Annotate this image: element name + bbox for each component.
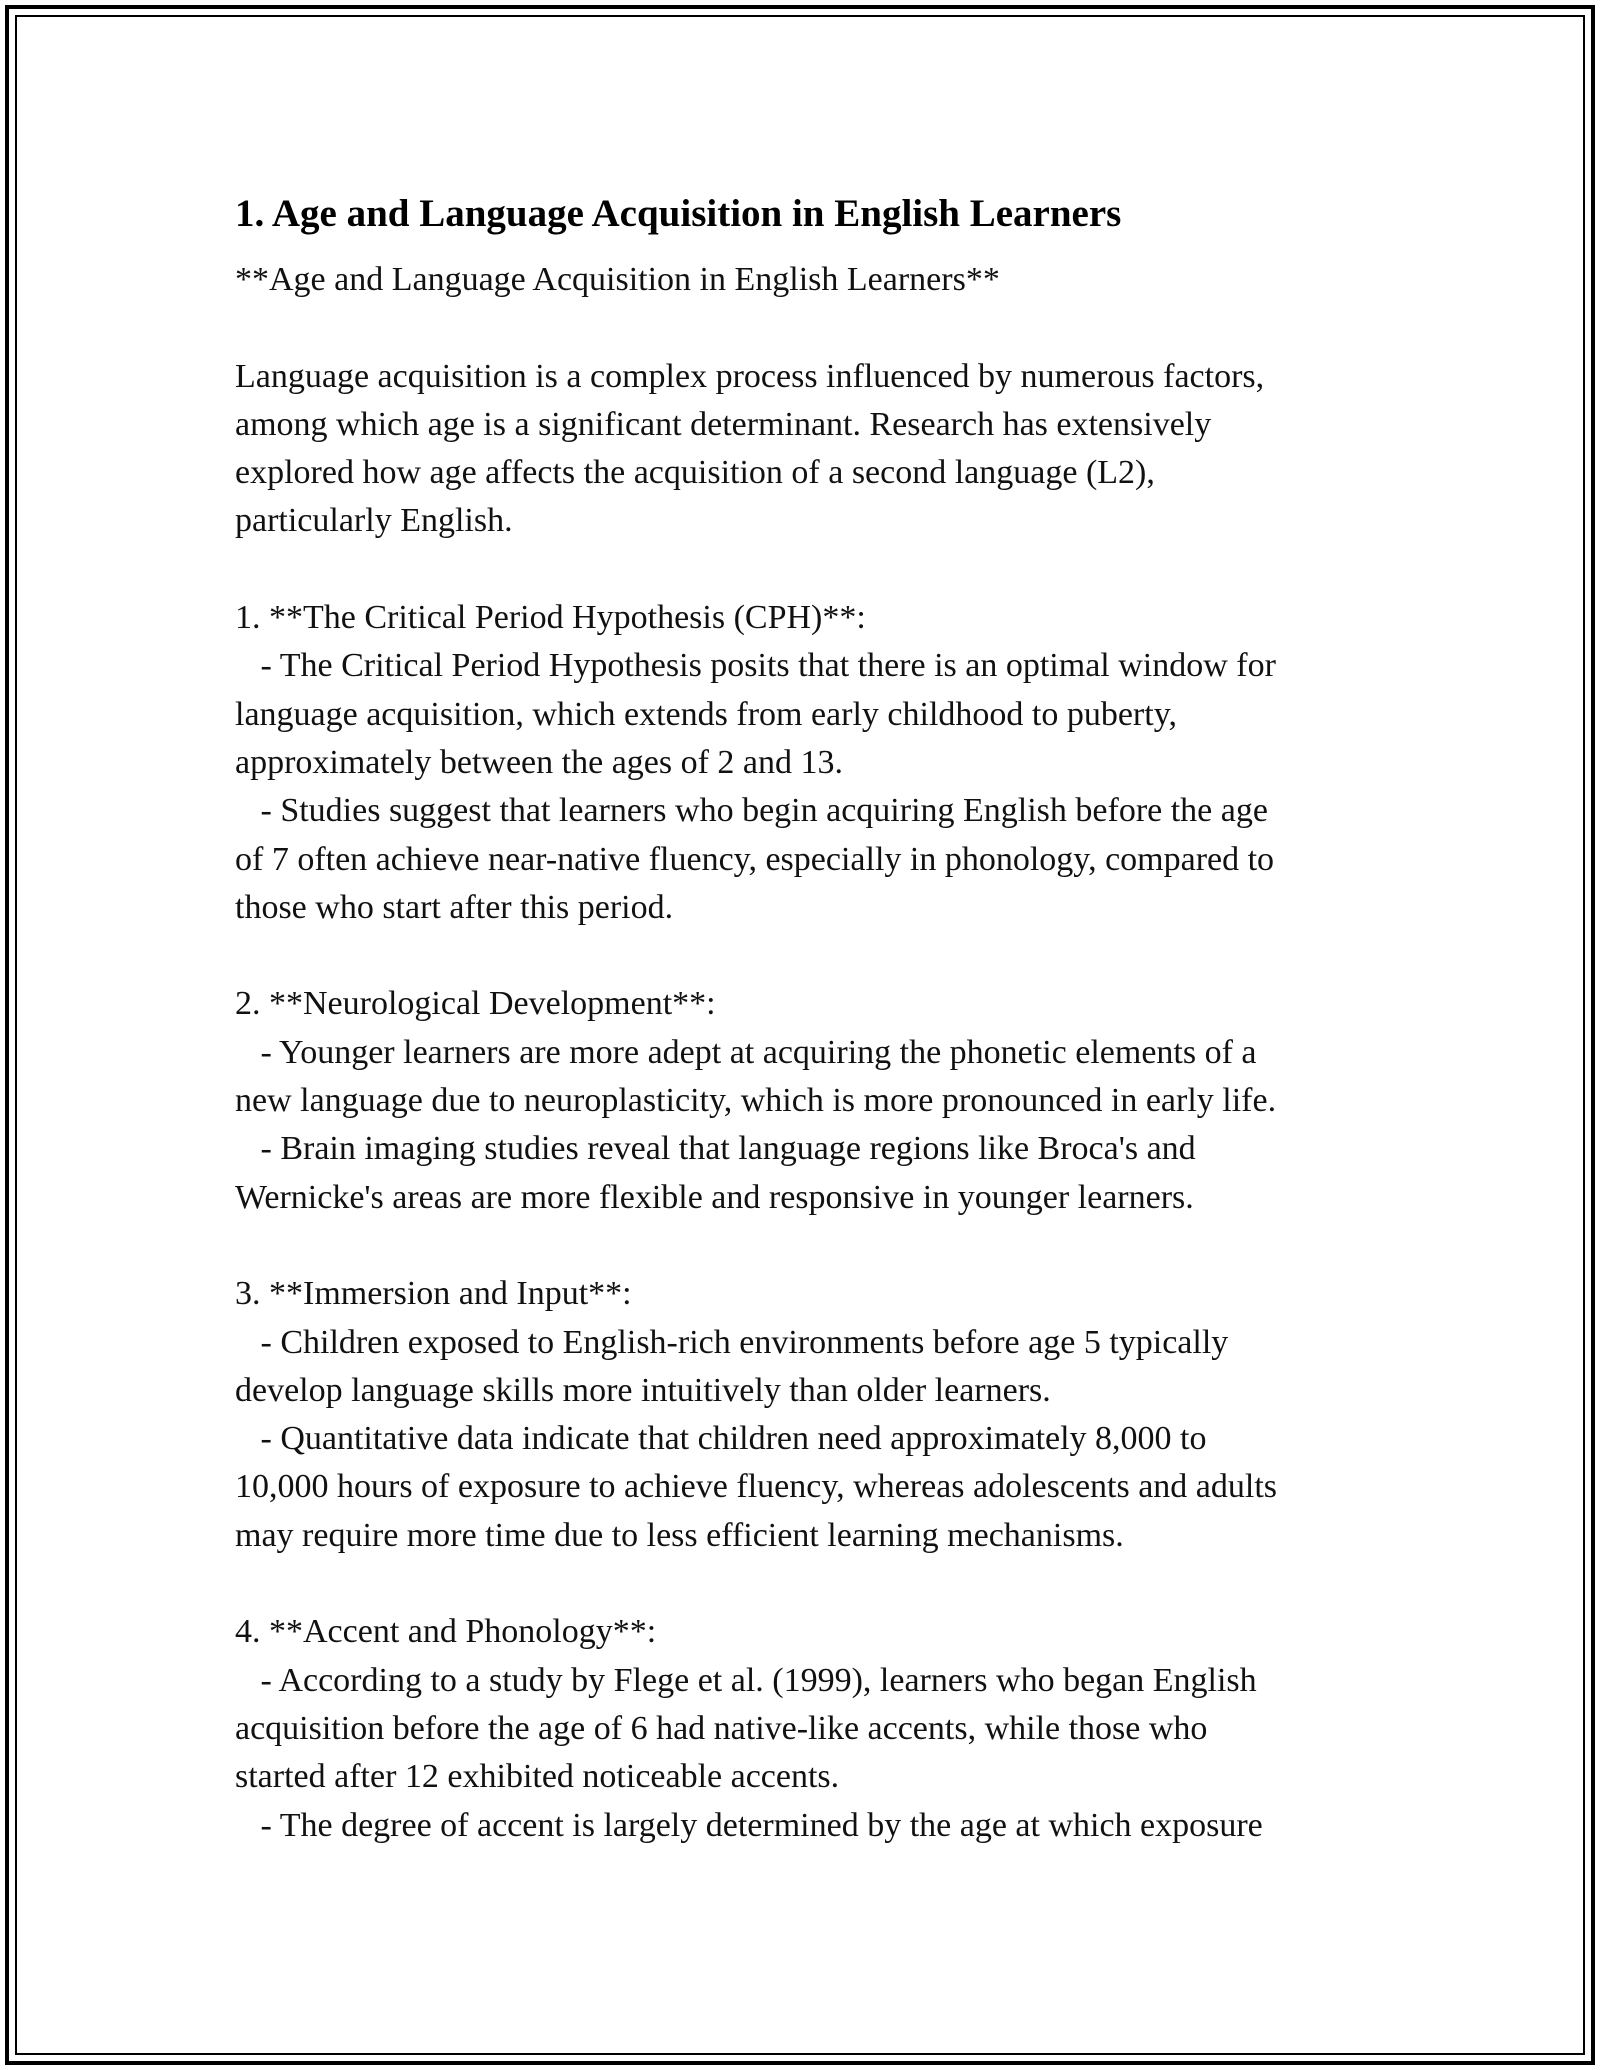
text-line: 2. **Neurological Development**:: [235, 985, 716, 1023]
text-line: started after 12 exhibited noticeable accents.: [235, 1758, 840, 1796]
blank-line: [235, 1560, 1375, 1608]
text-line: - According to a study by Flege et al. (1999), learners who began English: [235, 1661, 1257, 1699]
text-line: 10,000 hours of exposure to achieve fluency, whereas adolescents and adults: [235, 1468, 1278, 1506]
text-line: - Younger learners are more adept at acquiring the phonetic elements of a: [235, 1033, 1257, 1071]
text-line: particularly English.: [235, 502, 513, 540]
text-line: 4. **Accent and Phonology**:: [235, 1613, 657, 1651]
blank-line: [235, 932, 1375, 980]
text-line: Language acquisition is a complex process influenced by numerous factors,: [235, 357, 1265, 395]
blank-line: [235, 304, 1375, 352]
text-line: new language due to neuroplasticity, which is more pronounced in early life.: [235, 1082, 1277, 1120]
text-line: of 7 often achieve near-native fluency, especially in phonology, compared to: [235, 840, 1275, 878]
text-line: - Children exposed to English-rich environments before age 5 typically: [235, 1323, 1229, 1361]
text-line: 1. **The Critical Period Hypothesis (CPH)**:: [235, 599, 866, 637]
text-line: approximately between the ages of 2 and 13.: [235, 743, 844, 781]
text-line: **Age and Language Acquisition in English Learners**: [235, 261, 1000, 298]
text-line: develop language skills more intuitively than older learners.: [235, 1371, 1051, 1409]
document-body: [235, 256, 1375, 1850]
text-line: Wernicke's areas are more flexible and responsive in younger learners.: [235, 1178, 1194, 1216]
text-line: - The Critical Period Hypothesis posits that there is an optimal window for: [235, 647, 1276, 685]
blank-line: [235, 546, 1375, 594]
text-line: - Brain imaging studies reveal that language regions like Broca's and: [235, 1130, 1196, 1168]
document-title: 1. Age and Language Acquisition in English Learners: [235, 192, 1122, 235]
text-line: 3. **Immersion and Input**:: [235, 1275, 632, 1313]
blank-line: [235, 1222, 1375, 1270]
text-line: may require more time due to less efficient learning mechanisms.: [235, 1516, 1124, 1554]
text-line: explored how age affects the acquisition of a second language (L2),: [235, 454, 1155, 492]
text-line: - Studies suggest that learners who begin acquiring English before the age: [235, 792, 1268, 830]
text-line: - Quantitative data indicate that children need approximately 8,000 to: [235, 1420, 1207, 1458]
text-line: among which age is a significant determinant. Research has extensively: [235, 405, 1212, 443]
text-line: acquisition before the age of 6 had native-like accents, while those who: [235, 1709, 1208, 1747]
text-line: language acquisition, which extends from early childhood to puberty,: [235, 695, 1177, 733]
text-line: - The degree of accent is largely determined by the age at which exposure: [235, 1806, 1263, 1844]
text-line: those who start after this period.: [235, 888, 674, 926]
document-content: [235, 188, 1375, 1850]
